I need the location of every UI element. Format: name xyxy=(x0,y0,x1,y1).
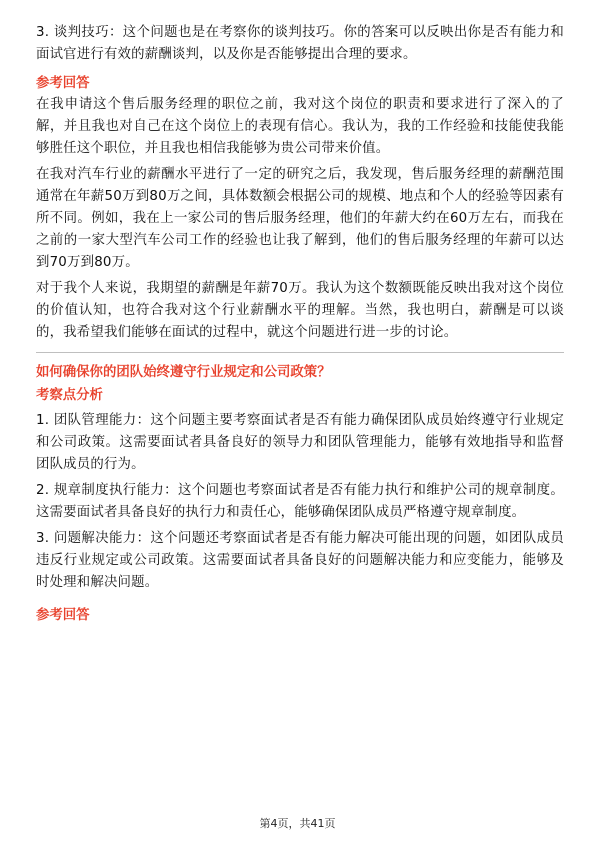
section-divider xyxy=(36,352,564,353)
page-content xyxy=(36,22,564,626)
question-title: 如何确保你的团队始终遵守行业规定和公司政策？ xyxy=(36,365,331,380)
analysis-item: 2. 规章制度执行能力：这个问题也考察面试者是否有能力执行和维护公司的规章制度。这需要面试者具备良好的执行力和责任心，能够确保团队成员严格遵守规章制度。 xyxy=(36,483,564,520)
intro-item: 3. 谈判技巧：这个问题也是在考察你的谈判技巧。你的答案可以反映出你是否有能力和面试官进行有效的薪酬谈判，以及你是否能够提出合理的要求。 xyxy=(36,25,564,62)
analysis-heading: 考察点分析 xyxy=(36,388,103,403)
page-footer: 第4页，共41页 xyxy=(259,817,336,830)
reference-answer-heading: 参考回答 xyxy=(36,608,90,623)
analysis-item: 3. 问题解决能力：这个问题还考察面试者是否有能力解决可能出现的问题，如团队成员违反行业规定或公司政策。这需要面试者具备良好的问题解决能力和应变能力，能够及时处理和解决问题。 xyxy=(36,531,564,590)
answer-paragraph: 在我对汽车行业的薪酬水平进行了一定的研究之后，我发现，售后服务经理的薪酬范围通常在年薪50万到80万之间，具体数额会根据公司的规模、地点和个人的经验等因素有所不同。例如，我在上一家公司的售后服务经理，他们的年薪大约在60万左右，而我在之前的一家大型汽车公司工作的经验也让我了解到，他们的售后服务经理的年薪可以达到70万到80万。 xyxy=(36,167,564,270)
answer-paragraph: 对于我个人来说，我期望的薪酬是年薪70万。我认为这个数额既能反映出我对这个岗位的价值认知，也符合我对这个行业薪酬水平的理解。当然，我也明白，薪酬是可以谈的，我希望我们能够在面试的过程中，就这个问题进行进一步的讨论。 xyxy=(36,281,564,340)
analysis-item: 1. 团队管理能力：这个问题主要考察面试者是否有能力确保团队成员始终遵守行业规定和公司政策。这需要面试者具备良好的领导力和团队管理能力，能够有效地指导和监督团队成员的行为。 xyxy=(36,413,564,472)
answer-paragraph: 在我申请这个售后服务经理的职位之前，我对这个岗位的职责和要求进行了深入的了解，并且我也对自己在这个岗位上的表现有信心。我认为，我的工作经验和技能使我能够胜任这个职位，并且我也相信我能够为贵公司带来价值。 xyxy=(36,97,564,156)
reference-answer-heading: 参考回答 xyxy=(36,76,90,91)
